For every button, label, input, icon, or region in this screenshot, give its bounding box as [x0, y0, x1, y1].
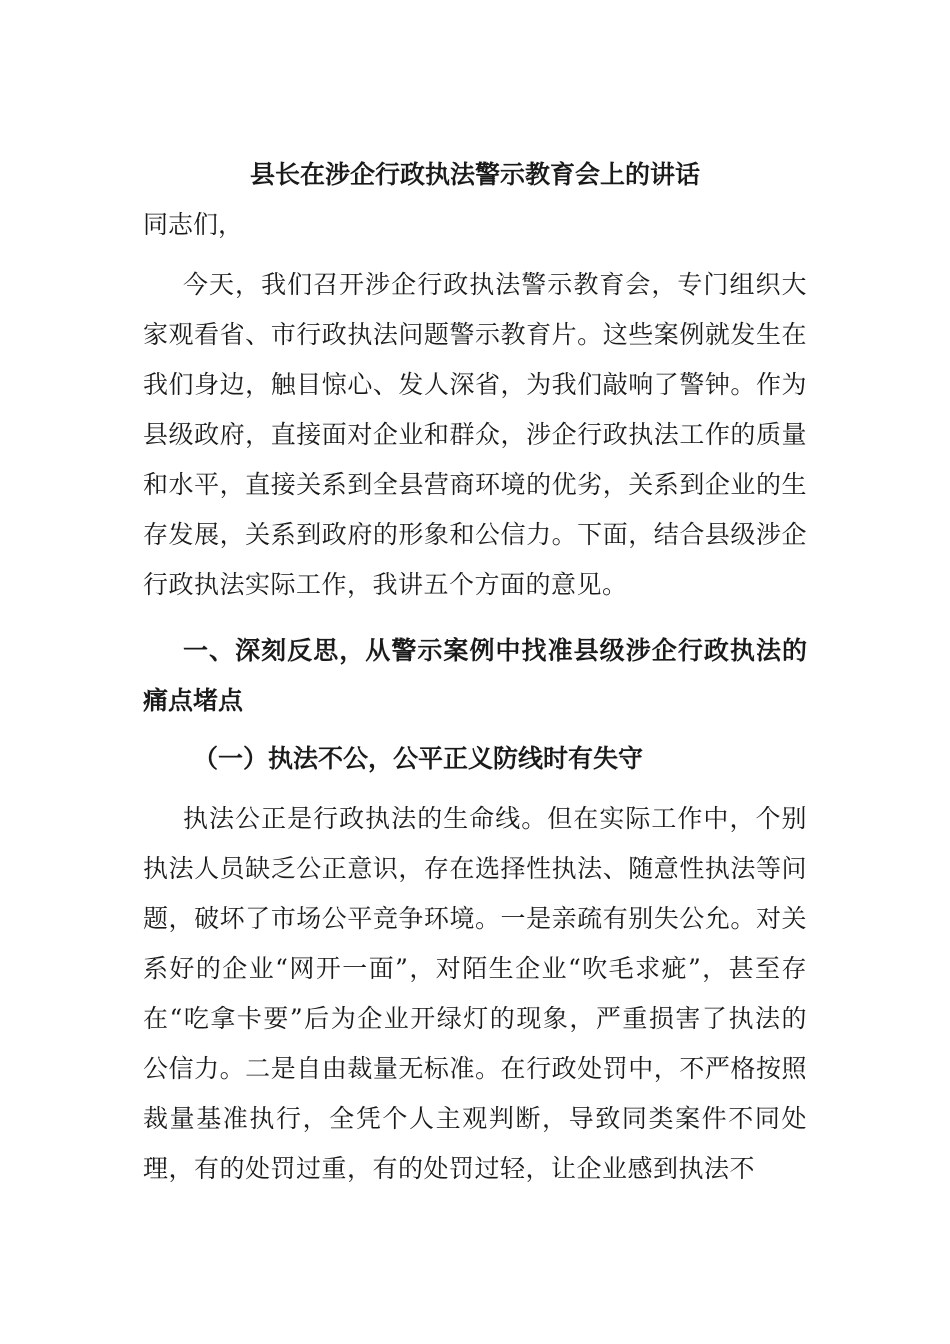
- intro-paragraph: 今天，我们召开涉企行政执法警示教育会，专门组织大家观看省、市行政执法问题警示教育片。这些案例就发生在我们身边，触目惊心、发人深省，为我们敲响了警钟。作为县级政府，直接面对企业和群众，涉企行政执法工作的质量和水平，直接关系到全县营商环境的优劣，关系到企业的生存发展，关系到政府的形象和公信力。下面，结合县级涉企行政执法实际工作，我讲五个方面的意见。: [143, 270, 807, 599]
- salutation: 同志们，: [143, 210, 244, 239]
- document-title: 县长在涉企行政执法警示教育会上的讲话: [249, 160, 700, 189]
- document-body: [143, 150, 807, 1194]
- subsection-heading-1: （一）执法不公，公平正义防线时有失守: [193, 744, 644, 773]
- section-heading-1: 一、深刻反思，从警示案例中找准县级涉企行政执法的痛点堵点: [143, 636, 807, 715]
- subsection-paragraph-1: 执法公正是行政执法的生命线。但在实际工作中，个别执法人员缺乏公正意识，存在选择性执法、随意性执法等问题，破坏了市场公平竞争环境。一是亲疏有别失公允。对关系好的企业“网开一面”，对陌生企业“吹毛求疵”，甚至存在“吃拿卡要”后为企业开绿灯的现象，严重损害了执法的公信力。二是自由裁量无标准。在行政处罚中，不严格按照裁量基准执行，全凭个人主观判断，导致同类案件不同处理，有的处罚过重，有的处罚过轻，让企业感到执法不: [143, 804, 807, 1183]
